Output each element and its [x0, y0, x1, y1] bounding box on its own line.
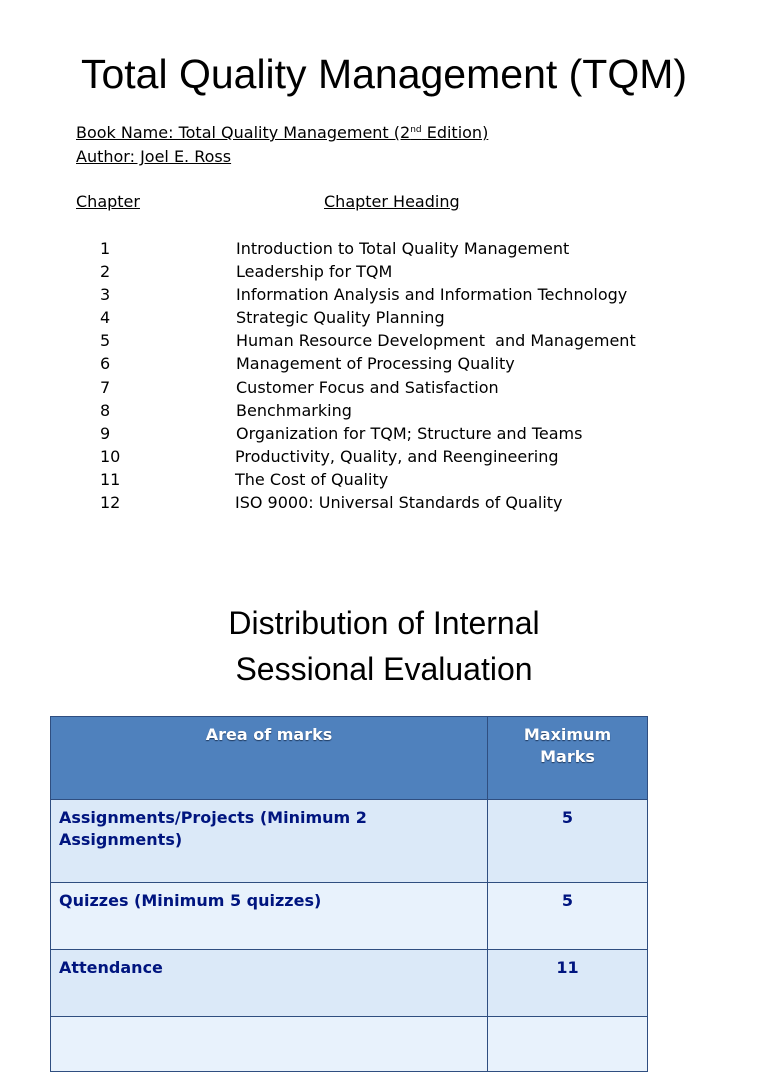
chapter-number: 3 — [100, 285, 111, 305]
chapter-row — [0, 468, 768, 491]
maximum-marks-header — [488, 717, 648, 800]
marks-cell: 11 — [488, 950, 648, 1017]
marks-cell: 5 — [488, 883, 648, 950]
chapter-number: 11 — [100, 469, 121, 489]
marks-cell: 5 — [488, 800, 648, 883]
chapter-number: 10 — [100, 446, 121, 466]
chapter-row — [0, 306, 768, 329]
chapter-heading: Strategic Quality Planning — [236, 308, 445, 328]
marks-cell — [488, 1017, 648, 1072]
area-cell: Assignments/Projects (Minimum 2 Assignments) — [51, 800, 488, 883]
chapter-number: 2 — [100, 262, 111, 282]
evaluation-title — [0, 600, 768, 692]
evaluation-table — [50, 716, 648, 1072]
chapter-row — [0, 260, 768, 283]
chapter-row — [0, 422, 768, 445]
chapter-number: 1 — [100, 239, 111, 258]
chapter-heading: Customer Focus and Satisfaction — [236, 377, 499, 397]
chapter-number: 9 — [100, 423, 111, 443]
chapter-number: 6 — [100, 354, 111, 374]
chapter-heading: Human Resource Development and Management — [236, 331, 636, 351]
evaluation-title-line1: Distribution of Internal — [228, 605, 540, 641]
area-of-marks-header: Area of marks — [51, 717, 488, 800]
table-header-row — [51, 717, 648, 800]
chapter-heading: Leadership for TQM — [236, 262, 393, 282]
maximum-marks-header-line2: Marks — [540, 747, 595, 766]
area-cell: Attendance — [51, 950, 488, 1017]
chapter-heading: ISO 9000: Universal Standards of Quality — [235, 493, 563, 513]
chapter-heading: Organization for TQM; Structure and Teams — [236, 423, 583, 443]
chapter-column-header: Chapter — [76, 192, 140, 211]
chapter-heading: Productivity, Quality, and Reengineering — [235, 446, 559, 466]
chapter-number: 8 — [100, 400, 111, 420]
book-name — [76, 122, 488, 144]
table-row — [51, 800, 648, 883]
chapter-row — [0, 352, 768, 375]
chapter-number: 12 — [100, 493, 121, 513]
chapter-list — [0, 237, 768, 514]
table-row — [51, 950, 648, 1017]
chapter-heading: The Cost of Quality — [235, 469, 389, 489]
book-author: Author: Joel E. Ross — [76, 147, 232, 166]
chapter-heading: Introduction to Total Quality Management — [236, 239, 570, 258]
evaluation-title-line2: Sessional Evaluation — [235, 651, 533, 687]
chapter-heading: Benchmarking — [236, 400, 352, 420]
edition-ordinal: nd — [410, 125, 422, 135]
chapter-row — [0, 445, 768, 468]
chapter-heading-column-header: Chapter Heading — [324, 192, 460, 211]
chapter-number: 5 — [100, 331, 111, 351]
chapter-row — [0, 399, 768, 422]
area-cell: Quizzes (Minimum 5 quizzes) — [51, 883, 488, 950]
chapter-heading: Information Analysis and Information Technology — [236, 285, 628, 305]
book-name-suffix: Edition) — [421, 123, 489, 142]
chapter-row — [0, 237, 768, 260]
chapter-number: 7 — [100, 377, 111, 397]
chapter-row — [0, 376, 768, 399]
chapter-number: 4 — [100, 308, 111, 328]
maximum-marks-header-line1: Maximum — [523, 725, 612, 744]
table-row — [51, 883, 648, 950]
area-cell — [51, 1017, 488, 1072]
chapter-heading: Management of Processing Quality — [236, 354, 515, 374]
chapter-row — [0, 491, 768, 514]
book-name-text: Book Name: Total Quality Management (2 — [76, 123, 411, 142]
chapter-row — [0, 329, 768, 352]
page-title: Total Quality Management (TQM) — [80, 51, 688, 97]
table-row — [51, 1017, 648, 1072]
chapter-row — [0, 283, 768, 306]
